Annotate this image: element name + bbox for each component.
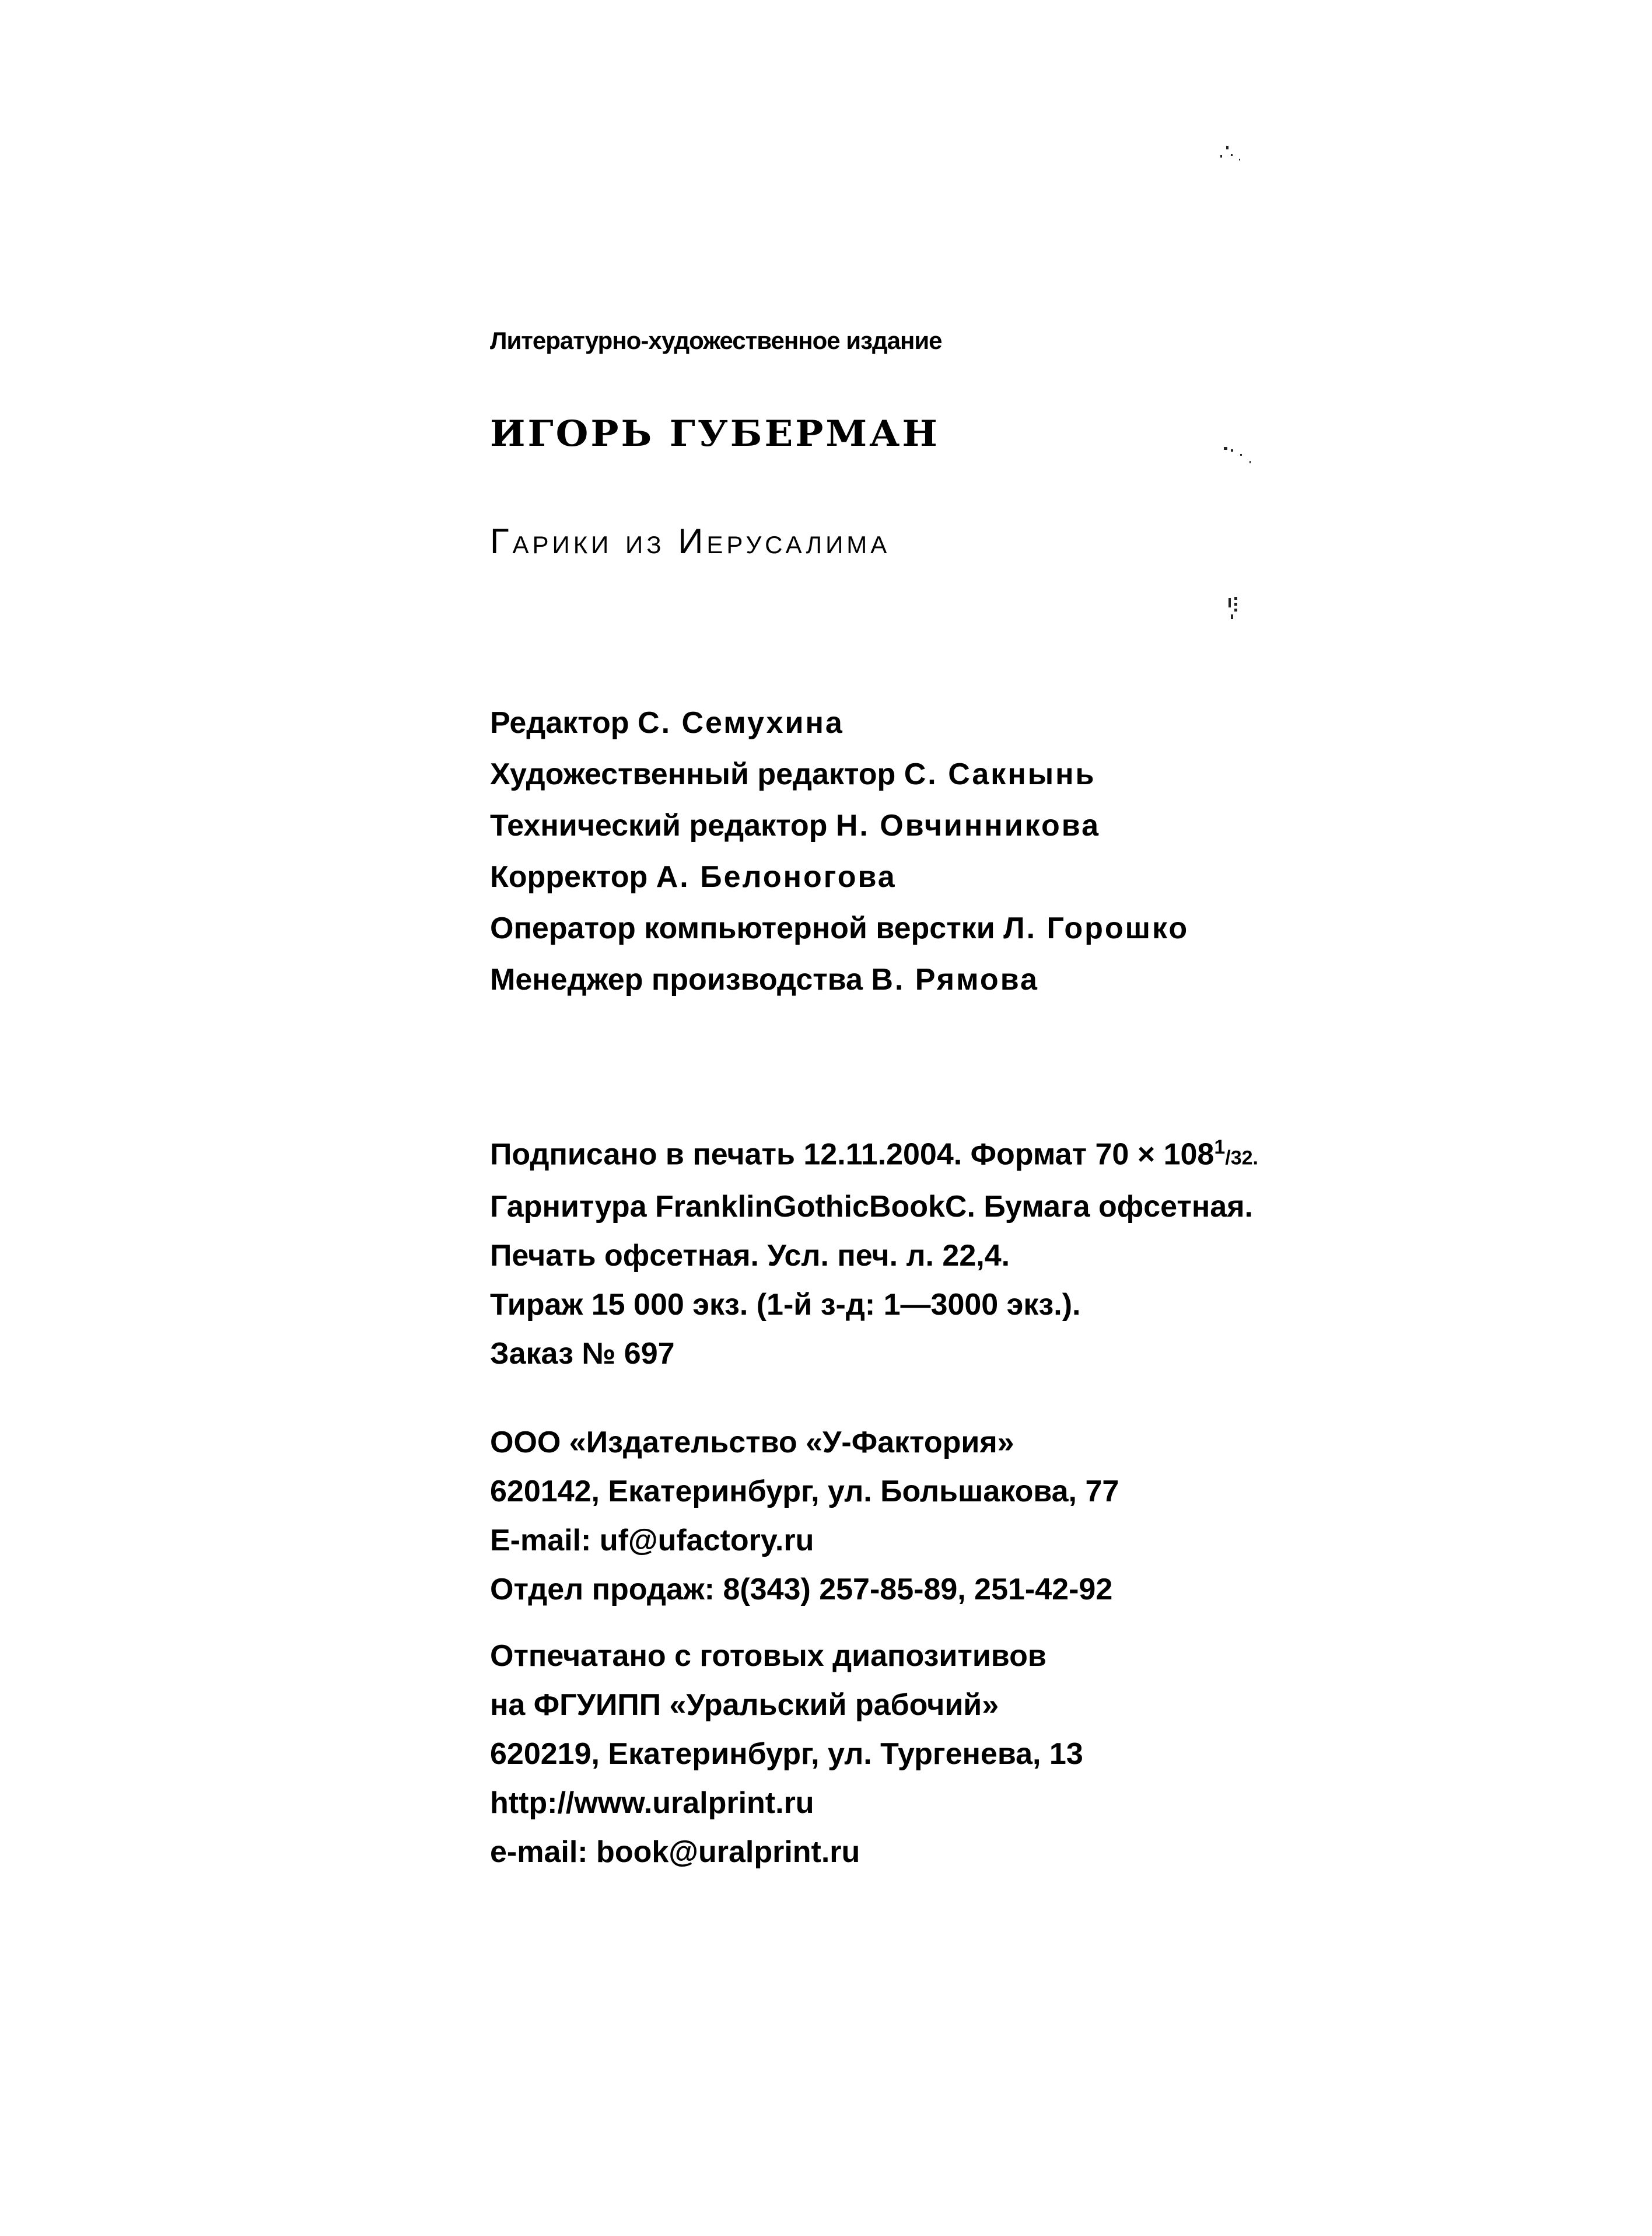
book-title-text: Гарики из Иерусалима	[490, 522, 891, 561]
imprint-line-signed-format	[490, 1123, 1482, 1182]
credit-person: С. Семухина	[638, 706, 844, 740]
credit-role: Редактор	[490, 706, 629, 740]
credit-line	[490, 903, 1482, 954]
credit-person: Л. Горошко	[1003, 911, 1189, 945]
scan-specks	[1190, 134, 1272, 659]
printer-block	[490, 1631, 1482, 1877]
printer-name: на ФГУИПП «Уральский рабочий»	[490, 1688, 999, 1722]
credit-role: Технический редактор	[490, 809, 828, 843]
credits-block	[490, 697, 1482, 1005]
printer-website: http://www.uralprint.ru	[490, 1786, 814, 1820]
credit-line	[490, 749, 1482, 800]
author-name-text: ИГОРЬ ГУБЕРМАН	[490, 413, 940, 455]
author-name	[490, 413, 1482, 455]
publisher-name: ООО «Издательство «У-Фактория»	[490, 1426, 1014, 1459]
credit-person: Н. Овчинникова	[835, 809, 1100, 843]
credit-role: Корректор	[490, 860, 648, 894]
credit-line	[490, 954, 1482, 1005]
edition-type-text: Литературно-художественное издание	[490, 327, 942, 354]
imprint-signed-text: Подписано в печать 12.11.2004. Формат 70 × 108	[490, 1137, 1214, 1172]
imprint-line-run: Тираж 15 000 экз. (1-й з-д: 1—3000 экз.).	[490, 1288, 1081, 1322]
credit-line	[490, 800, 1482, 851]
format-fraction-numerator: 1	[1214, 1136, 1226, 1158]
imprint-block	[490, 1123, 1482, 1378]
printer-address: 620219, Екатеринбург, ул. Тургенева, 13	[490, 1737, 1083, 1771]
credit-person: А. Белоногова	[656, 860, 897, 894]
credit-role: Менеджер производства	[490, 963, 863, 997]
printer-email: e-mail: book@uralprint.ru	[490, 1835, 860, 1869]
credit-role: Оператор компьютерной верстки	[490, 911, 995, 945]
format-fraction-denominator: /32.	[1225, 1147, 1258, 1169]
credit-role: Художественный редактор	[490, 757, 896, 791]
publisher-email: E-mail: uf@ufactory.ru	[490, 1524, 814, 1557]
publisher-sales-phone: Отдел продаж: 8(343) 257-85-89, 251-42-92	[490, 1573, 1113, 1606]
book-title	[490, 521, 1482, 561]
credit-person: В. Рямова	[871, 963, 1039, 997]
credit-line	[490, 697, 1482, 749]
edition-type	[490, 327, 1482, 355]
publisher-block	[490, 1418, 1482, 1614]
imprint-line-typeface: Гарнитура FranklinGothicBookC. Бумага офсетная.	[490, 1190, 1253, 1224]
publisher-address: 620142, Екатеринбург, ул. Большакова, 77	[490, 1475, 1119, 1508]
imprint-line-order: Заказ № 697	[490, 1337, 675, 1371]
printer-note: Отпечатано с готовых диапозитивов	[490, 1639, 1046, 1673]
credit-person: С. Сакнынь	[904, 757, 1096, 791]
credit-line	[490, 851, 1482, 903]
imprint-line-print: Печать офсетная. Усл. печ. л. 22,4.	[490, 1239, 1010, 1273]
